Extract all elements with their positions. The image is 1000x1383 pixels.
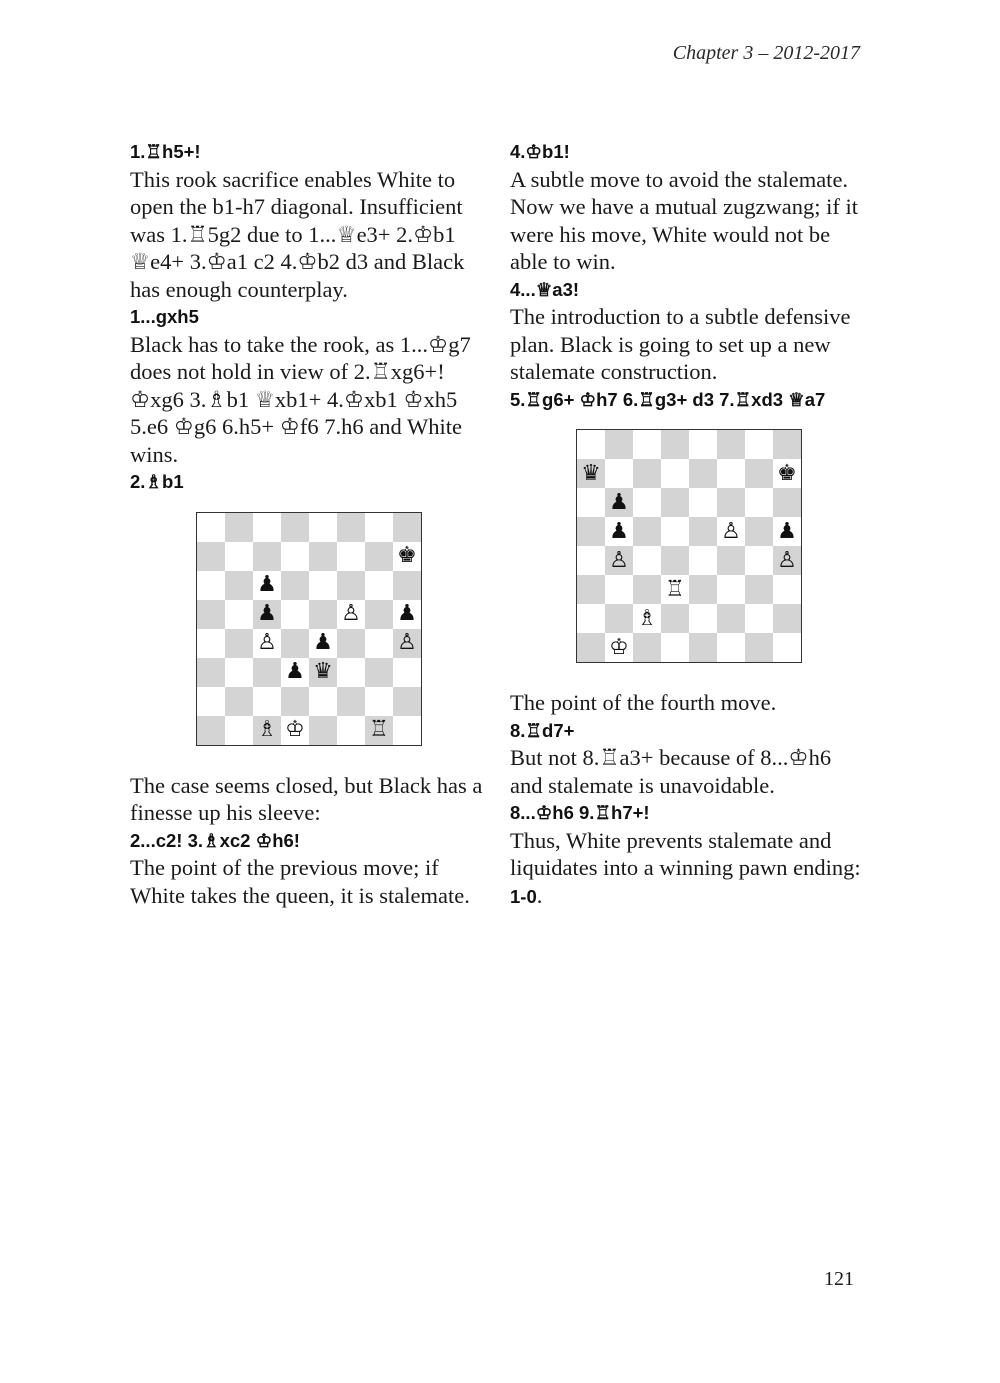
commentary: Black has to take the rook, as 1...♔g7 does not hold in view of 2.♖xg6+! ♔xg6 3.♗b1 ♕xb1+ 4.♔xb1 ♔xh5 5.e6 ♔g6 6.h5+ ♔f6 7.h6 and White wins. — [130, 331, 471, 467]
square-e2 — [309, 687, 337, 716]
square-f6 — [337, 571, 365, 600]
square-e4 — [689, 546, 717, 575]
square-b2 — [605, 604, 633, 633]
game-result: 1-0 — [510, 885, 537, 907]
move-line: 8...♔h6 9.♖h7+! — [510, 802, 650, 823]
commentary: But not 8.♖a3+ because of 8...♔h6 and stalemate is unavoidable. — [510, 745, 832, 798]
square-h1 — [393, 716, 421, 745]
white-king-icon: ♔ — [285, 717, 305, 742]
square-c3 — [253, 658, 281, 687]
square-h2 — [773, 604, 801, 633]
page-number: 121 — [824, 1268, 854, 1290]
square-f2 — [337, 687, 365, 716]
square-h1 — [773, 633, 801, 662]
white-pawn-icon: ♙ — [257, 630, 277, 655]
square-a1 — [197, 716, 225, 745]
commentary: The case seems closed, but Black has a finesse up his sleeve: — [130, 772, 483, 825]
commentary: The point of the previous move; if White takes the queen, it is stalemate. — [130, 855, 470, 908]
square-g3 — [745, 575, 773, 604]
square-f5 — [337, 600, 365, 629]
square-f1 — [717, 633, 745, 662]
square-b1 — [605, 633, 633, 662]
move-line: 5.♖g6+ ♔h7 6.♖g3+ d3 7.♖xd3 ♕a7 — [510, 388, 826, 410]
black-pawn-icon: ♟ — [777, 518, 797, 544]
square-e6 — [689, 488, 717, 517]
square-f8 — [337, 513, 365, 542]
commentary-final — [510, 827, 868, 911]
square-e3 — [309, 658, 337, 687]
black-pawn-icon: ♟ — [397, 601, 417, 626]
square-b4 — [225, 629, 253, 658]
move-line: 4.♔b1! — [510, 141, 570, 162]
square-g4 — [365, 629, 393, 658]
square-b8 — [225, 513, 253, 542]
square-f1 — [337, 716, 365, 745]
chess-diagram-2 — [576, 429, 802, 663]
square-a7 — [197, 542, 225, 571]
chapter-header: Chapter 3 – 2012-2017 — [672, 42, 860, 64]
square-h7 — [773, 459, 801, 488]
square-a6 — [197, 571, 225, 600]
square-e8 — [689, 430, 717, 459]
square-b3 — [225, 658, 253, 687]
square-f8 — [717, 430, 745, 459]
square-g4 — [745, 546, 773, 575]
square-g7 — [745, 459, 773, 488]
square-c5 — [633, 517, 661, 546]
square-e4 — [309, 629, 337, 658]
square-b3 — [605, 575, 633, 604]
black-pawn-icon: ♟ — [257, 572, 277, 597]
square-b6 — [605, 488, 633, 517]
black-queen-icon: ♛ — [313, 659, 333, 684]
square-c8 — [633, 430, 661, 459]
black-pawn-icon: ♟ — [257, 601, 277, 626]
square-h2 — [393, 687, 421, 716]
square-d5 — [281, 600, 309, 629]
white-pawn-icon: ♙ — [609, 547, 629, 573]
commentary: The introduction to a subtle defensive plan. Black is going to set up a new stalemate construction. — [510, 304, 851, 384]
white-pawn-icon: ♙ — [721, 518, 741, 544]
square-h4 — [773, 546, 801, 575]
square-a5 — [197, 600, 225, 629]
square-g8 — [365, 513, 393, 542]
square-a2 — [197, 687, 225, 716]
square-b4 — [605, 546, 633, 575]
square-c7 — [253, 542, 281, 571]
square-f7 — [337, 542, 365, 571]
black-king-icon: ♚ — [397, 543, 417, 568]
square-a4 — [197, 629, 225, 658]
square-c2 — [253, 687, 281, 716]
square-b6 — [225, 571, 253, 600]
square-c8 — [253, 513, 281, 542]
square-g8 — [745, 430, 773, 459]
square-f3 — [337, 658, 365, 687]
square-b7 — [225, 542, 253, 571]
black-pawn-icon: ♟ — [609, 489, 629, 515]
square-c7 — [633, 459, 661, 488]
square-c6 — [253, 571, 281, 600]
square-d6 — [281, 571, 309, 600]
square-h7 — [393, 542, 421, 571]
square-d7 — [661, 459, 689, 488]
square-e5 — [309, 600, 337, 629]
square-a7 — [577, 459, 605, 488]
square-d4 — [661, 546, 689, 575]
black-pawn-icon: ♟ — [609, 518, 629, 544]
left-column — [130, 138, 488, 909]
square-e8 — [309, 513, 337, 542]
square-h6 — [393, 571, 421, 600]
square-h8 — [773, 430, 801, 459]
square-f7 — [717, 459, 745, 488]
white-king-icon: ♔ — [609, 634, 629, 660]
square-h3 — [393, 658, 421, 687]
square-h3 — [773, 575, 801, 604]
square-a2 — [577, 604, 605, 633]
square-a6 — [577, 488, 605, 517]
square-h5 — [773, 517, 801, 546]
white-rook-icon: ♖ — [665, 576, 685, 602]
square-h5 — [393, 600, 421, 629]
square-e7 — [309, 542, 337, 571]
square-e6 — [309, 571, 337, 600]
square-h8 — [393, 513, 421, 542]
square-e1 — [309, 716, 337, 745]
square-e3 — [689, 575, 717, 604]
square-h6 — [773, 488, 801, 517]
square-g6 — [365, 571, 393, 600]
square-d8 — [661, 430, 689, 459]
square-g1 — [365, 716, 393, 745]
square-a3 — [577, 575, 605, 604]
square-g2 — [365, 687, 393, 716]
square-d3 — [281, 658, 309, 687]
square-g3 — [365, 658, 393, 687]
square-f4 — [717, 546, 745, 575]
square-b2 — [225, 687, 253, 716]
square-d3 — [661, 575, 689, 604]
square-e5 — [689, 517, 717, 546]
square-b8 — [605, 430, 633, 459]
square-g5 — [745, 517, 773, 546]
square-c1 — [253, 716, 281, 745]
chess-diagram-1 — [196, 512, 422, 746]
square-c4 — [633, 546, 661, 575]
square-g2 — [745, 604, 773, 633]
square-c6 — [633, 488, 661, 517]
square-b1 — [225, 716, 253, 745]
black-king-icon: ♚ — [777, 460, 797, 486]
move-line: 2...c2! 3.♗xc2 ♔h6! — [130, 829, 300, 851]
commentary: This rook sacrifice enables White to open the b1-h7 diagonal. Insufficient was 1.♖5g2 due to 1...♕e3+ 2.♔b1 ♕e4+ 3.♔a1 c2 4.♔b2 d3 and Black has enough counterplay. — [130, 166, 465, 302]
square-e1 — [689, 633, 717, 662]
square-d2 — [281, 687, 309, 716]
black-queen-icon: ♛ — [581, 460, 601, 486]
commentary-text: Thus, White prevents stalemate and liquidates into a winning pawn ending: — [510, 827, 861, 880]
square-a5 — [577, 517, 605, 546]
white-bishop-icon: ♗ — [257, 717, 277, 742]
square-a1 — [577, 633, 605, 662]
square-d6 — [661, 488, 689, 517]
square-d2 — [661, 604, 689, 633]
square-c2 — [633, 604, 661, 633]
square-g1 — [745, 633, 773, 662]
square-d4 — [281, 629, 309, 658]
square-f6 — [717, 488, 745, 517]
square-h4 — [393, 629, 421, 658]
square-c4 — [253, 629, 281, 658]
square-b7 — [605, 459, 633, 488]
square-b5 — [225, 600, 253, 629]
square-d7 — [281, 542, 309, 571]
chess-diagram-1-wrapper — [130, 512, 488, 746]
square-a4 — [577, 546, 605, 575]
square-a8 — [197, 513, 225, 542]
commentary: The point of the fourth move. — [510, 690, 777, 715]
black-pawn-icon: ♟ — [313, 630, 333, 655]
square-d1 — [661, 633, 689, 662]
square-e7 — [689, 459, 717, 488]
square-f3 — [717, 575, 745, 604]
square-e2 — [689, 604, 717, 633]
square-g7 — [365, 542, 393, 571]
square-a8 — [577, 430, 605, 459]
white-pawn-icon: ♙ — [777, 547, 797, 573]
white-rook-icon: ♖ — [369, 717, 389, 742]
move-line: 8.♖d7+ — [510, 719, 575, 741]
final-period: . — [536, 882, 543, 908]
square-d8 — [281, 513, 309, 542]
square-g6 — [745, 488, 773, 517]
square-f2 — [717, 604, 745, 633]
square-f5 — [717, 517, 745, 546]
chess-diagram-2-wrapper — [510, 429, 868, 663]
right-column — [510, 138, 868, 910]
white-pawn-icon: ♙ — [341, 601, 361, 626]
square-f4 — [337, 629, 365, 658]
commentary: A subtle move to avoid the stalemate. Now we have a mutual zugzwang; if it were his move, White would not be able to win. — [510, 166, 859, 274]
square-c5 — [253, 600, 281, 629]
square-c1 — [633, 633, 661, 662]
square-d1 — [281, 716, 309, 745]
move-line: 2.♗b1 — [130, 471, 184, 492]
square-g5 — [365, 600, 393, 629]
white-pawn-icon: ♙ — [397, 630, 417, 655]
black-pawn-icon: ♟ — [285, 659, 305, 684]
move-line: 1...gxh5 — [130, 306, 199, 327]
white-bishop-icon: ♗ — [637, 605, 657, 631]
move-line: 4...♕a3! — [510, 278, 580, 300]
square-b5 — [605, 517, 633, 546]
square-c3 — [633, 575, 661, 604]
move-line: 1.♖h5+! — [130, 141, 201, 162]
square-a3 — [197, 658, 225, 687]
square-d5 — [661, 517, 689, 546]
